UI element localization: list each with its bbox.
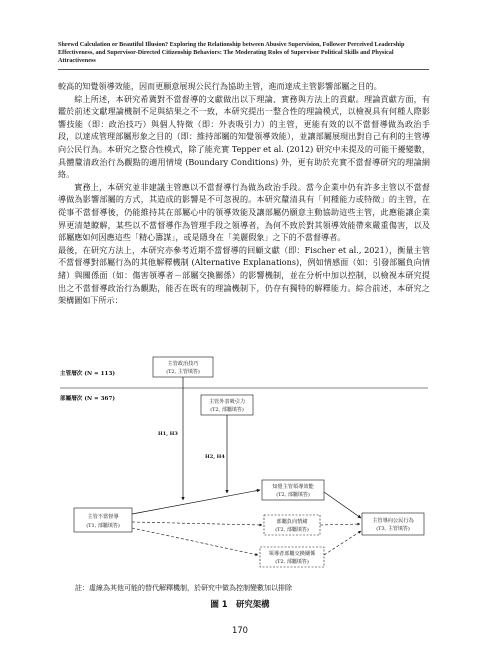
ocb-source: (T3, 主管填答) <box>376 526 410 532</box>
leadership-effectiveness-label: 知覺主管領導效能 <box>272 484 314 490</box>
path-ne-to-ocb <box>320 524 360 525</box>
h1-h3-label: H1, H3 <box>158 431 178 437</box>
abusive-supervision-source: (T1, 部屬填答) <box>86 523 120 529</box>
page-number: 170 <box>232 625 248 635</box>
leadership-effectiveness-source: (T2, 部屬填答) <box>276 492 310 498</box>
negative-emotion-label: 部屬負向情緒 <box>276 519 308 525</box>
figure-note: 註：虛線為其他可能的替代解釋機制，於研究中做為控制變數加以排除 <box>75 584 292 592</box>
figure-caption: 圖 1 研究架構 <box>210 599 270 609</box>
paragraph-practice: 實務上，本研究並非建議主管應以不當督導行為做為政治手段。當今企業中仍有許多主管以不當督導做為影響部屬的方式，其造成的影響是不可忽視的。本研究釐清具有「何種能力或特徵」的主管，在從事不當督導後，仍能維持其在部屬心中的領導效能及讓部屬仍願意主動協助這些主管，此應能讓企業界更清楚瞭解，某些以不當督導作為管理手段之領導者，為何不致於對其領導效能帶來嚴重傷害，以及部屬應如何因應這些「精心籌謀」，或是隱身在「美麗假象」之下的不當督導者。 <box>58 181 430 243</box>
attractiveness-source: (T2, 部屬填答) <box>210 407 244 413</box>
paragraph-method: 最後，在研究方法上，本研究亦參考近期不當督導的回顧文獻（即：Fischer et al., 2021），衡量主管不當督導對部屬行為的其他解釋機制 (Alternative Explanations)，例如情感面（如：引發部屬負向情緒）與關係面（如：傷害領導者－部屬交換關係）的影響機制，並在分析中加以控制，以檢視本研究提出之不當督導政治行為觀點，能否在既有的理論機制下，仍存有獨特的解釋能力。綜合前述，本研究之架構圖如下所示： <box>58 244 430 306</box>
research-framework-figure <box>58 350 430 578</box>
path-le-to-ocb <box>324 492 361 518</box>
running-head: Shrewd Calculation or Beautiful Illusion? Exploring the Relationship between Abusive Supervision, Follower Perceived Leadership Effectiveness, and Supervisor-Directed Citizenship Behaviors: The Moderating Roles of Supervisor Political Skills and Physical Attractiveness <box>58 41 405 64</box>
political-skill-source: (T2, 主管填答) <box>166 369 200 375</box>
lmx-source: (T2, 部屬填答) <box>275 559 309 565</box>
negative-emotion-source: (T2, 部屬填答) <box>275 527 309 533</box>
framework-diagram <box>58 350 430 578</box>
paragraph-contributions: 綜上所述，本研究希冀對不當督導的文獻做出以下理論、實務與方法上的貢獻。理論貢獻方面，有鑑於前述文獻理論機制不足與結果之不一致，本研究提出一整合性的理論模式，以檢視具有何種人際影響技能（即：政治技巧）與個人特徵（即：外表吸引力）的主管，更能有效的以不當督導做為政治手段，以達成管理部屬形象之目的（即：維持部屬的知覺領導效能），並讓部屬展現出對自己有利的主管導向公民行為。本研究之整合性模式，除了能充實 Tepper et al. (2012) 研究中未提及的可能干擾變數，具體釐清政治行為觀點的適用情境 (Boundary Conditions) 外，更有助於充實不當督導研究的理論網絡。 <box>58 93 430 180</box>
ocb-label: 主管導向公民行為 <box>372 518 414 524</box>
attractiveness-label: 主管外表吸引力 <box>208 399 246 405</box>
path-as-to-le <box>132 490 260 514</box>
body-text <box>58 80 430 307</box>
path-lmx-to-ocb <box>324 531 361 555</box>
path-as-to-ne <box>132 522 262 525</box>
lmx-label: 領導者部屬交換關係 <box>268 551 316 557</box>
header-rule <box>58 69 429 70</box>
level1-label: 部屬層次 (N = 367) <box>60 396 115 402</box>
h2-h4-label: H2, H4 <box>205 454 225 460</box>
path-as-to-lmx <box>132 528 258 555</box>
level2-label: 主管層次 (N = 113) <box>60 371 115 377</box>
political-skill-label: 主管政治技巧 <box>167 361 199 367</box>
abusive-supervision-label: 主管不當督導 <box>87 514 119 520</box>
paragraph-continued: 較高的知覺領導效能，因而更願意展現公民行為協助主管，進而達成主管影響部屬之目的。 <box>58 81 382 91</box>
